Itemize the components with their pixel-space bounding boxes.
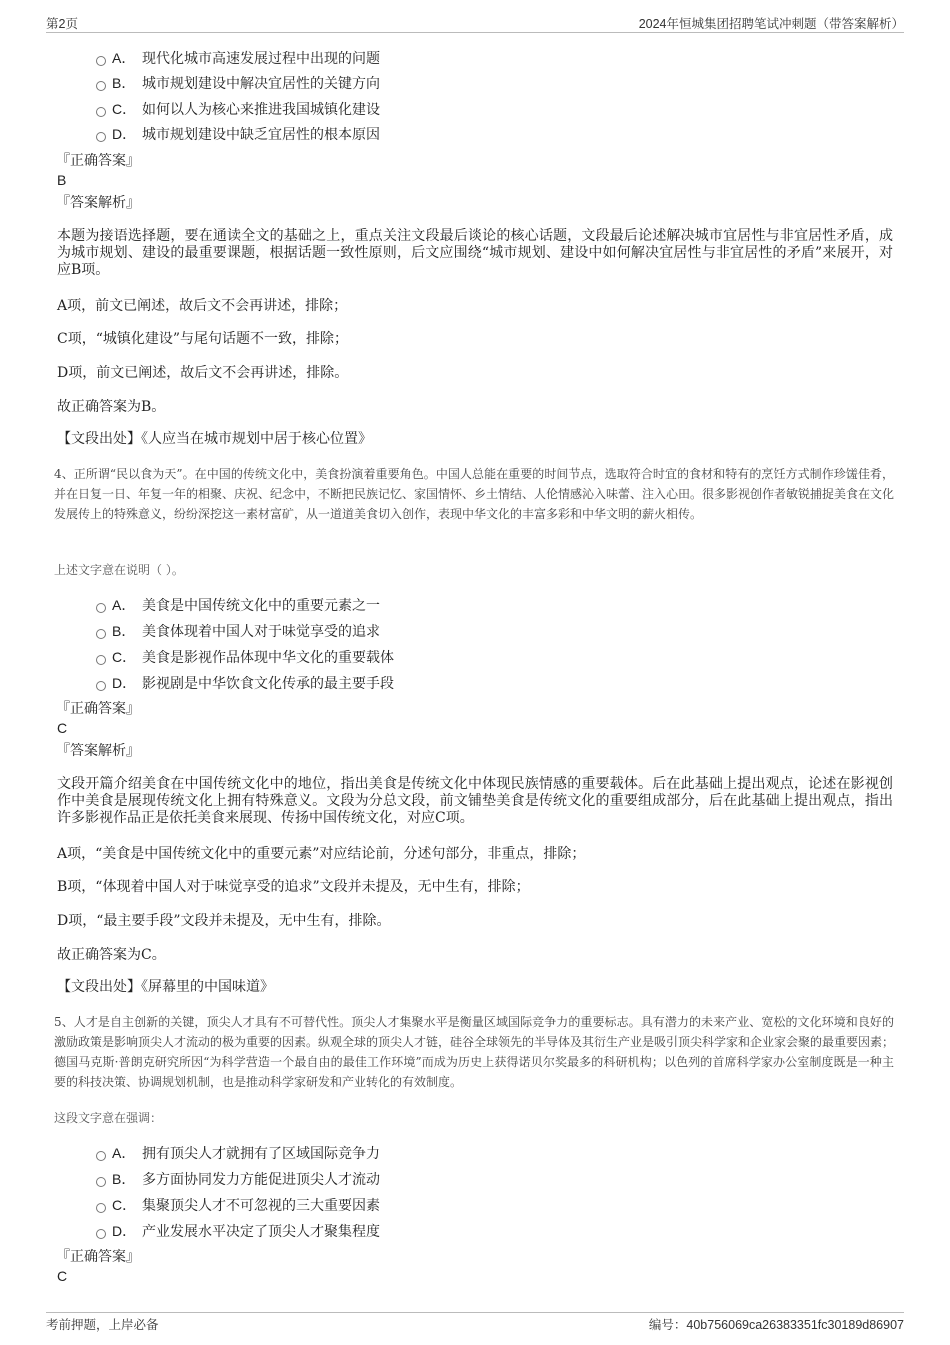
page-footer: [46, 1312, 904, 1335]
q4-stem: 4、正所谓“民以食为天”。在中国的传统文化中，美食扮演着重要角色。中国人总能在重要的时间节点，选取符合时宜的食材和特有的烹饪方式制作珍馐佳肴，并在日复一日、年复一年的相聚、庆祝、纪念中，不断把民族记忆、家国情怀、乡土情结、人伦情感沁入味蕾、注入心田。很多影视创作者敏锐捕捉美食在文化发展传上的特殊意义，纷纷深挖这一素材富矿，从一道道美食切入创作，表现中华文化的丰富多彩和中华文明的薪火相传。: [54, 467, 895, 521]
q4-analysis-line-b: B项，“体现着中国人对于味觉享受的追求”文段并未提及，无中生有，排除；: [57, 879, 530, 895]
q4-conclusion: 故正确答案为C。: [57, 947, 166, 963]
q4-source: 【文段出处】《屏幕里的中国味道》: [57, 979, 274, 995]
q4-option-a[interactable]: A． 美食是中国传统文化中的重要元素之一: [96, 595, 380, 615]
radio-icon[interactable]: [96, 655, 106, 665]
q4-option-c[interactable]: C． 美食是影视作品体现中华文化的重要载体: [96, 647, 394, 667]
q4-analysis-label: 『答案解析』: [56, 743, 140, 759]
q3-analysis-line-a: A项，前文已阐述，故后文不会再讲述，排除；: [57, 298, 348, 314]
q3-option-c[interactable]: C． 如何以人为核心来推进我国城镇化建设: [96, 99, 380, 119]
document-id: 编号：40b756069ca26383351fc30189d86907: [648, 1318, 904, 1332]
page-number: 第2页: [46, 17, 78, 31]
q3-analysis-line-d: D项，前文已阐述，故后文不会再讲述，排除。: [57, 365, 349, 381]
radio-icon[interactable]: [96, 603, 106, 613]
q3-answer-label: 『正确答案』: [56, 153, 140, 169]
q4-answer: C: [57, 720, 68, 736]
q3-option-b[interactable]: B． 城市规划建设中解决宜居性的关键方向: [96, 73, 380, 93]
radio-icon[interactable]: [96, 107, 106, 117]
q5-option-a[interactable]: A． 拥有顶尖人才就拥有了区域国际竞争力: [96, 1143, 380, 1163]
q3-analysis: 本题为接语选择题，要在通读全文的基础之上，重点关注文段最后谈论的核心话题，文段最后论述解决城市宜居性与非宜居性矛盾，成为城市规划、建设的最重要课题，根据话题一致性原则，后文应围绕“城市规划、建设中如何解决宜居性与非宜居性的矛盾”来展开，对应B项。: [57, 228, 893, 278]
q5-option-c[interactable]: C． 集聚顶尖人才不可忽视的三大重要因素: [96, 1195, 380, 1215]
q4-answer-label: 『正确答案』: [56, 701, 140, 717]
q4-analysis: 文段开篇介绍美食在中国传统文化中的地位，指出美食是传统文化中体现民族情感的重要载体。后在此基础上提出观点，论述在影视创作中美食是展现传统文化上拥有特殊意义。文段为分总文段，前文铺垫美食是传统文化的重要组成部分，后在此基础上提出观点，指出许多影视作品正是依托美食来展现、传扬中国传统文化，对应C项。: [57, 776, 893, 826]
q3-source: 【文段出处】《人应当在城市规划中居于核心位置》: [57, 431, 372, 447]
q5-option-d[interactable]: D． 产业发展水平决定了顶尖人才聚集程度: [96, 1221, 380, 1241]
radio-icon[interactable]: [96, 629, 106, 639]
radio-icon[interactable]: [96, 132, 106, 142]
q5-answer-label: 『正确答案』: [56, 1249, 140, 1265]
q5-prompt: 这段文字意在强调：: [54, 1111, 163, 1125]
radio-icon[interactable]: [96, 1229, 106, 1239]
q4-prompt: 上述文字意在说明（ ）。: [54, 563, 184, 577]
radio-icon[interactable]: [96, 681, 106, 691]
q5-option-b[interactable]: B． 多方面协同发力方能促进顶尖人才流动: [96, 1169, 380, 1189]
radio-icon[interactable]: [96, 1203, 106, 1213]
q4-option-d[interactable]: D． 影视剧是中华饮食文化传承的最主要手段: [96, 673, 394, 693]
q4-option-b[interactable]: B． 美食体现着中国人对于味觉享受的追求: [96, 621, 380, 641]
q3-option-a[interactable]: A． 现代化城市高速发展过程中出现的问题: [96, 48, 380, 68]
document-title: 2024年恒城集团招聘笔试冲刺题（带答案解析）: [638, 17, 904, 31]
q3-option-d[interactable]: D． 城市规划建设中缺乏宜居性的根本原因: [96, 124, 380, 144]
radio-icon[interactable]: [96, 1177, 106, 1187]
footer-slogan: 考前押题，上岸必备: [46, 1318, 159, 1332]
page-header: [46, 14, 904, 33]
q3-analysis-line-c: C项，“城镇化建设”与尾句话题不一致，排除；: [57, 331, 349, 347]
q5-stem: 5、人才是自主创新的关键，顶尖人才具有不可替代性。顶尖人才集聚水平是衡量区域国际竞争力的重要标志。具有潜力的未来产业、宽松的文化环境和良好的激励政策是影响顶尖人才流动的极为重要的因素。纵观全球的顶尖人才链，硅谷全球领先的半导体及其衍生产业是吸引顶尖科学家和企业家会聚的最重要因素；德国马克斯·普朗克研究所因“为科学营造一个最自由的最佳工作环境”而成为历史上获得诺贝尔奖最多的科研机构；以色列的首席科学家办公室制度既是一种主要的科技决策、协调规划机制，也是推动科学家研发和产业转化的有效制度。: [54, 1015, 895, 1089]
q4-analysis-line-a: A项，“美食是中国传统文化中的重要元素”对应结论前，分述句部分，非重点，排除；: [57, 846, 586, 862]
radio-icon[interactable]: [96, 81, 106, 91]
q3-answer: B: [57, 172, 67, 188]
q5-answer: C: [57, 1268, 68, 1284]
radio-icon[interactable]: [96, 56, 106, 66]
radio-icon[interactable]: [96, 1151, 106, 1161]
q4-analysis-line-d: D项，“最主要手段”文段并未提及，无中生有，排除。: [57, 913, 391, 929]
q3-conclusion: 故正确答案为B。: [57, 399, 166, 415]
q3-analysis-label: 『答案解析』: [56, 195, 140, 211]
